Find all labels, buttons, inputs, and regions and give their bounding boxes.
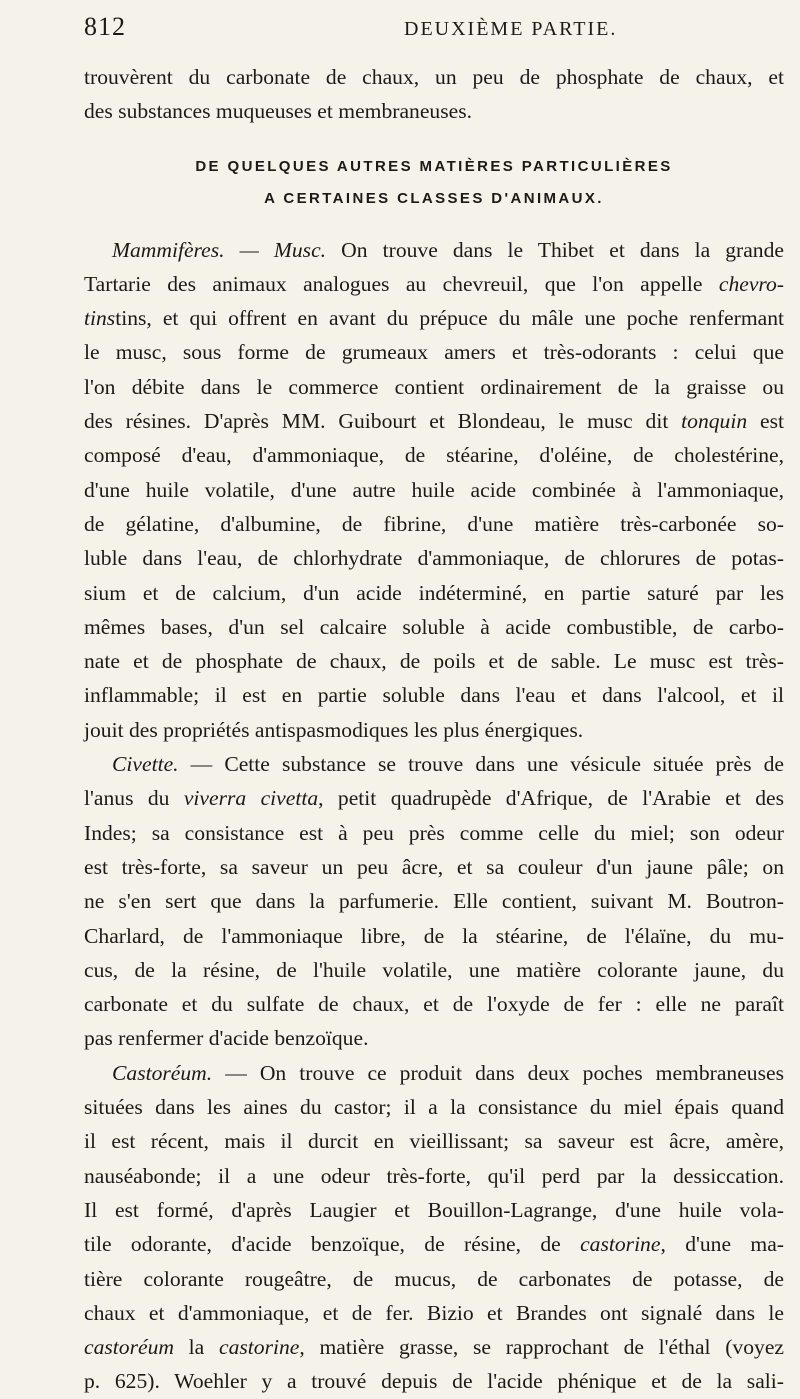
section-title-line: DE QUELQUES AUTRES MATIÈRES PARTICULIÈRES — [195, 157, 673, 175]
text-line: tière colorante rougeâtre, de mucus, de carbonates de potasse, de — [84, 1266, 784, 1291]
text-line: trouvèrent du carbonate de chaux, un peu de phosphate de chaux, et — [84, 65, 784, 89]
text-line: le musc, sous forme de grumeaux amers et très-odorants : celui que — [84, 340, 784, 365]
text-line: Indes; sa consistance est à peu près comme celle du miel; son odeur — [84, 820, 784, 845]
text-line: d'une huile volatile, d'une autre huile acide combinée à l'ammoniaque, — [84, 477, 784, 502]
text-line: Il est formé, d'après Laugier et Bouillon-Lagrange, d'une huile vola- — [84, 1197, 784, 1222]
intro-paragraph — [84, 60, 784, 129]
text-line: chaux et d'ammoniaque, et de fer. Bizio et Brandes ont signalé dans le — [84, 1300, 784, 1325]
text-line: Charlard, de l'ammoniaque libre, de la stéarine, de l'élaïne, du mu- — [84, 923, 784, 948]
page-number: 812 — [84, 12, 126, 41]
text-line: l'anus du viverra civetta, petit quadrupède d'Afrique, de l'Arabie et des — [84, 786, 784, 811]
text-line: pas renfermer d'acide benzoïque. — [84, 1026, 369, 1051]
text-line: inflammable; il est en partie soluble dans l'eau et dans l'alcool, et il — [84, 683, 784, 708]
text-line: Castoréum. — On trouve ce produit dans deux poches membraneuses — [112, 1060, 784, 1085]
text-line: nauséabonde; il a une odeur très-forte, qu'il perd par la dessiccation. — [84, 1163, 784, 1188]
page-body — [84, 60, 784, 1399]
civette-paragraph — [84, 747, 784, 1056]
text-line: des substances muqueuses et membraneuses. — [84, 99, 472, 124]
castoreum-paragraph — [84, 1056, 784, 1399]
section-title — [84, 151, 784, 215]
text-line: p. 625). Woehler y a trouvé depuis de l'acide phénique et de la sali- — [84, 1369, 784, 1394]
text-line: Tartarie des animaux analogues au chevreuil, que l'on appelle chevro- — [84, 271, 784, 296]
text-line: Mammifères. — Musc. On trouve dans le Thibet et dans la grande — [112, 237, 784, 262]
text-line: mêmes bases, d'un sel calcaire soluble à acide combustible, de carbo- — [84, 614, 784, 639]
text-line: nate et de phosphate de chaux, de poils et de sable. Le musc est très- — [84, 649, 784, 674]
musc-paragraph — [84, 233, 784, 747]
text-line: jouit des propriétés antispasmodiques les plus énergiques. — [84, 717, 584, 742]
text-line: castoréum la castorine, matière grasse, se rapprochant de l'éthal (voyez — [84, 1335, 784, 1360]
page-header — [84, 8, 784, 48]
running-head: DEUXIÈME PARTIE. — [404, 18, 618, 40]
text-line: cus, de la résine, de l'huile volatile, une matière colorante jaune, du — [84, 957, 784, 982]
text-line: tile odorante, d'acide benzoïque, de résine, de castorine, d'une ma- — [84, 1232, 784, 1257]
paragraph-heading: Castoréum. — [112, 1060, 213, 1085]
section-title-line: A CERTAINES CLASSES D'ANIMAUX. — [264, 189, 604, 207]
text-line: composé d'eau, d'ammoniaque, de stéarine, d'oléine, de cholestérine, — [84, 443, 784, 468]
text-line: tinstins, et qui offrent en avant du prépuce du mâle une poche renfermant — [84, 306, 784, 331]
text-line: Civette. — Cette substance se trouve dans une vésicule située près de — [112, 752, 784, 777]
text-line: ne s'en sert que dans la parfumerie. Elle contient, suivant M. Boutron- — [84, 889, 784, 914]
paragraph-heading: Civette. — [112, 752, 179, 777]
text-line: l'on débite dans le commerce contient ordinairement de la graisse ou — [84, 374, 784, 399]
text-line: il est récent, mais il durcit en vieillissant; sa saveur est âcre, amère, — [84, 1129, 784, 1154]
text-line: luble dans l'eau, de chlorhydrate d'ammoniaque, de chlorures de potas- — [84, 546, 784, 571]
text-line: est très-forte, sa saveur un peu âcre, et sa couleur d'un jaune pâle; on — [84, 854, 784, 879]
text-line: des résines. D'après MM. Guibourt et Blondeau, le musc dit tonquin est — [84, 409, 784, 434]
text-line: situées dans les aines du castor; il a la consistance du miel épais quand — [84, 1095, 784, 1120]
text-line: carbonate et du sulfate de chaux, et de l'oxyde de fer : elle ne paraît — [84, 992, 784, 1017]
text-line: de gélatine, d'albumine, de fibrine, d'une matière très-carbonée so- — [84, 511, 784, 536]
text-line: sium et de calcium, d'un acide indéterminé, en partie saturé par les — [84, 580, 784, 605]
paragraph-heading: Mammifères. — Musc. — [112, 237, 327, 262]
